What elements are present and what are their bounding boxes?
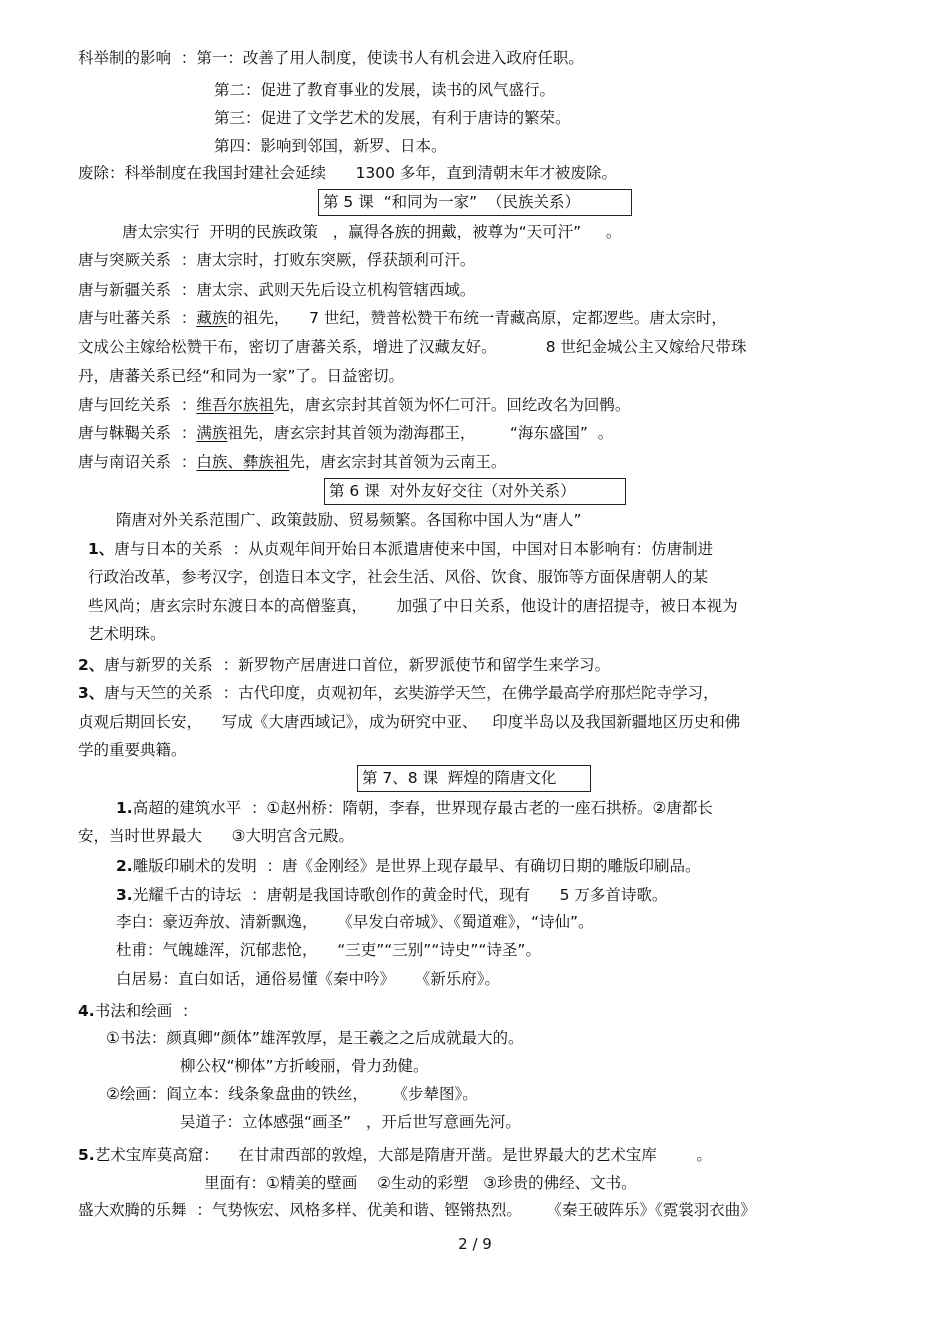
text-line: 吴道子：立体感强“画圣” ，开后世写意画先河。 bbox=[180, 1113, 521, 1131]
text-line: 贞观后期回长安， 写成《大唐西域记》，成为研究中亚、 印度半岛以及我国新疆地区历史和佛 bbox=[78, 713, 741, 731]
text-line: ①书法：颜真卿“颜体”雄浑敦厚，是王羲之之后成就最大的。 bbox=[106, 1029, 524, 1047]
text-line: 唐太宗实行 开明的民族政策 ，赢得各族的拥戴，被尊为“天可汗” 。 bbox=[122, 223, 622, 241]
lesson-7-8-heading: 第 7、8 课 辉煌的隋唐文化 bbox=[357, 765, 591, 792]
text-line: 2、唐与新罗的关系 ：新罗物产居唐进口首位，新罗派使节和留学生来学习。 bbox=[78, 656, 611, 674]
text-line: ②绘画：阎立本：线条象盘曲的铁丝， 《步辇图》。 bbox=[106, 1085, 478, 1103]
text-line: 隋唐对外关系范围广、政策鼓励、贸易频繁。各国称中国人为“唐人” bbox=[116, 511, 582, 529]
text-line: 李白：豪迈奔放、清新飘逸， 《早发白帝城》、《蜀道难》，“诗仙”。 bbox=[116, 913, 594, 931]
text-line: 柳公权“柳体”方折峻丽，骨力劲健。 bbox=[180, 1057, 429, 1075]
text-line: 2.雕版印刷术的发明 ：唐《金刚经》是世界上现存最早、有确切日期的雕版印刷品。 bbox=[116, 857, 701, 875]
text-line: 唐与新疆关系 ：唐太宗、武则天先后设立机构管辖西域。 bbox=[78, 281, 476, 299]
text-line: 些风尚；唐玄宗时东渡日本的高僧鉴真， 加强了中日关系，他设计的唐招提寺，被日本视为 bbox=[88, 597, 738, 615]
text-line: 唐与突厥关系 ：唐太宗时，打败东突厥，俘获颉利可汗。 bbox=[78, 251, 476, 269]
text-line: 4.书法和绘画 ： bbox=[78, 1002, 198, 1020]
text-line: 文成公主嫁给松赞干布，密切了唐蕃关系，增进了汉藏友好。 8 世纪金城公主又嫁给尺带珠 bbox=[78, 338, 747, 356]
text-line: 第四：影响到邻国，新罗、日本。 bbox=[214, 137, 447, 155]
page-number: 2 / 9 bbox=[458, 1235, 492, 1253]
underlined-term: 白族、彝族祖 bbox=[196, 453, 290, 471]
text-line: 行政治改革，参考汉字，创造日本文字，社会生活、风俗、饮食、服饰等方面保唐朝人的某 bbox=[88, 568, 709, 586]
lesson-5-heading: 第 5 课 “和同为一家” （民族关系） bbox=[318, 189, 632, 216]
text-line: 白居易：直白如话，通俗易懂《秦中吟》 《新乐府》。 bbox=[116, 970, 500, 988]
text-line: 丹，唐蕃关系已经“和同为一家”了。日益密切。 bbox=[78, 367, 405, 385]
text-line: 3、唐与天竺的关系 ：古代印度，贞观初年，玄奘游学天竺，在佛学最高学府那烂陀寺学习， bbox=[78, 684, 719, 702]
text-line: 5.艺术宝库莫高窟： 在甘肃西部的敦煌，大部是隋唐开凿。是世界最大的艺术宝库 。 bbox=[78, 1146, 712, 1164]
text-line: 唐与回纥关系 ：维吾尔族祖先，唐玄宗封其首领为怀仁可汗。回纥改名为回鹘。 bbox=[78, 396, 631, 414]
text-line: 科举制的影响 ：第一：改善了用人制度，使读书人有机会进入政府任职。 bbox=[78, 49, 584, 67]
lesson-6-heading: 第 6 课 对外友好交往（对外关系） bbox=[324, 478, 626, 505]
text-line: 学的重要典籍。 bbox=[78, 741, 187, 759]
text-line: 唐与南诏关系 ：白族、彝族祖先，唐玄宗封其首领为云南王。 bbox=[78, 453, 507, 471]
text-line: 里面有：①精美的壁画 ②生动的彩塑 ③珍贵的佛经、文书。 bbox=[204, 1174, 637, 1192]
underlined-term: 维吾尔族祖 bbox=[196, 396, 274, 414]
underlined-term: 藏族 bbox=[196, 309, 228, 327]
text-line: 安，当时世界最大 ③大明宫含元殿。 bbox=[78, 827, 354, 845]
underlined-term: 满族 bbox=[196, 424, 228, 442]
text-line: 第三：促进了文学艺术的发展，有利于唐诗的繁荣。 bbox=[214, 109, 571, 127]
text-line: 3.光耀千古的诗坛 ：唐朝是我国诗歌创作的黄金时代，现有 5 万多首诗歌。 bbox=[116, 886, 668, 904]
text-line: 第二：促进了教育事业的发展，读书的风气盛行。 bbox=[214, 81, 556, 99]
text-line: 唐与靺鞨关系 ：满族祖先，唐玄宗封其首领为渤海郡王， “海东盛国” 。 bbox=[78, 424, 614, 442]
text-line: 杜甫：气魄雄浑，沉郁悲怆， “三吏”“三别”“诗史”“诗圣”。 bbox=[116, 941, 541, 959]
text-line: 1、唐与日本的关系 ：从贞观年间开始日本派遣唐使来中国，中国对日本影响有：仿唐制进 bbox=[88, 540, 714, 558]
text-line: 唐与吐蕃关系 ：藏族的祖先， 7 世纪，赞普松赞干布统一青藏高原，定都逻些。唐太宗时， bbox=[78, 309, 727, 327]
text-line: 1.高超的建筑水平 ：①赵州桥：隋朝，李春，世界现存最古老的一座石拱桥。②唐都长 bbox=[116, 799, 713, 817]
text-line: 废除：科举制度在我国封建社会延续 1300 多年，直到清朝末年才被废除。 bbox=[78, 164, 617, 182]
text-line: 盛大欢腾的乐舞 ：气势恢宏、风格多样、优美和谐、铿锵热烈。 《秦王破阵乐》《霓裳羽衣曲》 bbox=[78, 1201, 756, 1219]
text-line: 艺术明珠。 bbox=[88, 625, 166, 643]
